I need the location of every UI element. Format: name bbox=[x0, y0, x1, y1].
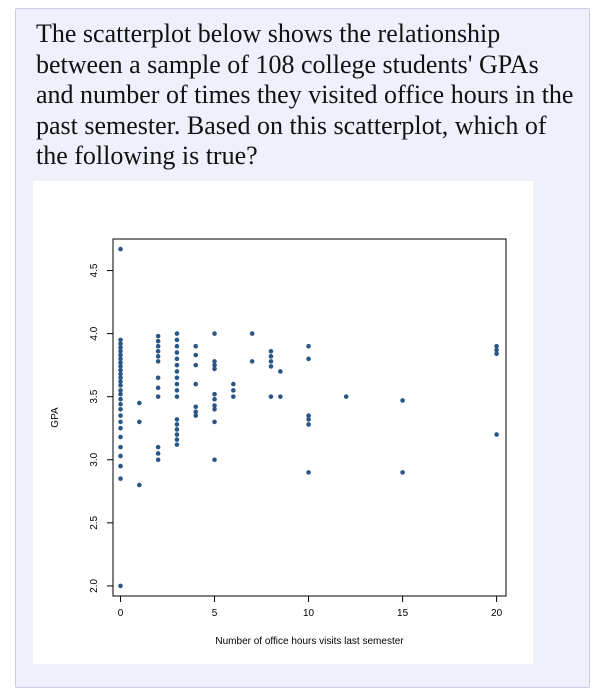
y-tick-label: 2.0 bbox=[89, 578, 100, 593]
data-point bbox=[306, 470, 311, 475]
y-tick-label: 4.0 bbox=[89, 326, 100, 341]
data-point bbox=[193, 353, 198, 358]
data-point bbox=[306, 357, 311, 362]
data-point bbox=[250, 331, 255, 336]
data-point bbox=[193, 404, 198, 409]
data-point bbox=[212, 397, 217, 402]
data-point bbox=[175, 417, 180, 422]
data-point bbox=[175, 338, 180, 343]
data-point bbox=[118, 383, 123, 388]
data-point bbox=[494, 351, 499, 356]
data-point bbox=[306, 417, 311, 422]
data-point bbox=[212, 407, 217, 412]
data-point bbox=[118, 435, 123, 440]
y-tick-label: 2.5 bbox=[89, 515, 100, 530]
data-point bbox=[175, 442, 180, 447]
scatterplot-figure bbox=[33, 181, 533, 664]
x-tick-label: 0 bbox=[117, 608, 124, 619]
data-point bbox=[156, 334, 161, 339]
data-point bbox=[400, 398, 405, 403]
data-point bbox=[193, 363, 198, 368]
data-point bbox=[212, 367, 217, 372]
x-tick-label: 5 bbox=[211, 608, 218, 619]
data-point bbox=[118, 392, 123, 397]
data-point bbox=[212, 331, 217, 336]
data-point bbox=[231, 388, 236, 393]
data-point bbox=[278, 394, 283, 399]
data-point bbox=[175, 432, 180, 437]
data-point bbox=[212, 420, 217, 425]
data-point bbox=[269, 349, 274, 354]
data-point bbox=[175, 369, 180, 374]
data-point bbox=[118, 584, 123, 589]
data-point bbox=[118, 464, 123, 469]
data-point bbox=[175, 422, 180, 427]
data-point bbox=[269, 354, 274, 359]
data-point bbox=[231, 394, 236, 399]
data-point bbox=[175, 388, 180, 393]
data-point bbox=[269, 394, 274, 399]
data-point bbox=[278, 369, 283, 374]
data-point bbox=[156, 344, 161, 349]
data-point bbox=[137, 401, 142, 406]
data-point bbox=[269, 359, 274, 364]
data-point bbox=[212, 392, 217, 397]
data-point bbox=[118, 397, 123, 402]
data-point bbox=[250, 359, 255, 364]
data-point bbox=[156, 359, 161, 364]
data-point bbox=[494, 432, 499, 437]
data-point bbox=[193, 382, 198, 387]
x-tick-label: 10 bbox=[302, 608, 315, 619]
x-tick-label: 15 bbox=[397, 608, 409, 619]
data-point bbox=[231, 382, 236, 387]
x-axis-label: Number of office hours visits last semester bbox=[215, 636, 404, 647]
data-point bbox=[118, 426, 123, 431]
data-point bbox=[156, 451, 161, 456]
data-point bbox=[156, 386, 161, 391]
data-point bbox=[212, 457, 217, 462]
data-point bbox=[156, 339, 161, 344]
data-point bbox=[344, 394, 349, 399]
data-point bbox=[193, 344, 198, 349]
data-point bbox=[156, 457, 161, 462]
data-point bbox=[306, 422, 311, 427]
y-tick-label: 3.5 bbox=[89, 389, 100, 404]
data-point bbox=[175, 382, 180, 387]
data-point bbox=[156, 445, 161, 450]
data-point bbox=[175, 394, 180, 399]
data-point bbox=[175, 357, 180, 362]
data-point bbox=[175, 344, 180, 349]
data-point bbox=[175, 427, 180, 432]
data-point bbox=[118, 402, 123, 407]
y-axis-label: GPA bbox=[50, 407, 61, 428]
y-tick-label: 4.5 bbox=[89, 263, 100, 278]
data-point bbox=[118, 445, 123, 450]
data-point bbox=[118, 476, 123, 481]
question-card bbox=[15, 8, 590, 688]
data-point bbox=[156, 354, 161, 359]
data-point bbox=[137, 420, 142, 425]
data-point bbox=[156, 394, 161, 399]
data-point bbox=[118, 413, 123, 418]
data-point bbox=[175, 437, 180, 442]
data-point bbox=[118, 407, 123, 412]
scatterplot-chart bbox=[33, 181, 533, 664]
data-point bbox=[193, 413, 198, 418]
data-point bbox=[118, 454, 123, 459]
data-point bbox=[175, 375, 180, 380]
data-point bbox=[306, 344, 311, 349]
data-point bbox=[400, 470, 405, 475]
data-point bbox=[175, 363, 180, 368]
data-point bbox=[156, 375, 161, 380]
data-point bbox=[175, 350, 180, 355]
data-point bbox=[175, 331, 180, 336]
question-text: The scatterplot below shows the relationship between a sample of 108 college students' GPAs and number of times they visited office hours in the past semester. Based on this scatterplot, which of the following is true? bbox=[36, 19, 574, 171]
data-point bbox=[118, 420, 123, 425]
data-point bbox=[269, 364, 274, 369]
data-point bbox=[156, 349, 161, 354]
x-tick-label: 20 bbox=[491, 608, 503, 619]
y-tick-label: 3.0 bbox=[89, 452, 100, 467]
data-point bbox=[118, 247, 123, 252]
data-point bbox=[137, 483, 142, 488]
